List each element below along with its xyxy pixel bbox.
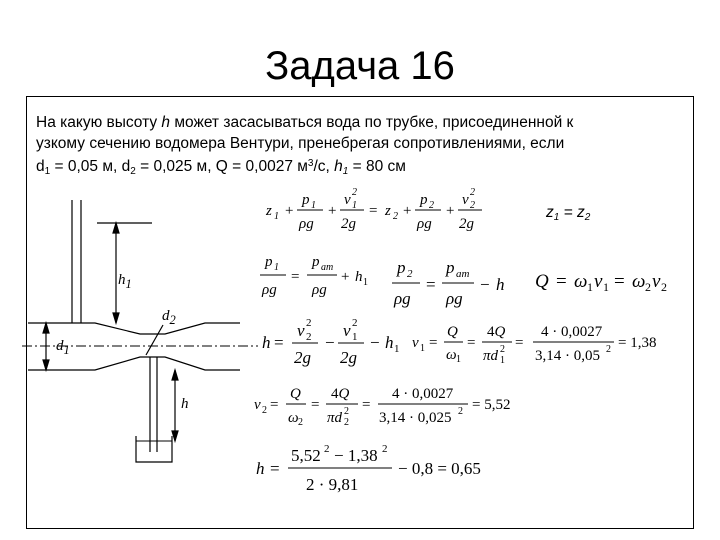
svg-text:2: 2 <box>458 406 463 417</box>
svg-text:v: v <box>344 192 351 208</box>
v1-calculation <box>412 324 656 366</box>
svg-text:2: 2 <box>470 200 475 211</box>
svg-text:v: v <box>254 397 261 413</box>
svg-text:1: 1 <box>587 280 593 294</box>
svg-text:ρg: ρg <box>394 289 411 308</box>
d1-label: $d_1$ <box>56 338 70 357</box>
svg-text:4 · 0,0027: 4 · 0,0027 <box>541 324 603 340</box>
svg-text:Q: Q <box>535 271 549 292</box>
svg-text:p: p <box>265 254 273 270</box>
svg-text:2g: 2g <box>459 216 474 232</box>
svg-text:5,52: 5,52 <box>291 446 321 465</box>
svg-text:h: h <box>355 269 363 285</box>
h1-label: $h_1$ <box>118 272 132 291</box>
svg-text:1: 1 <box>394 343 400 355</box>
svg-text:v: v <box>594 271 603 292</box>
svg-text:2g: 2g <box>340 348 357 367</box>
svg-text:2g: 2g <box>341 216 356 232</box>
svg-text:ω: ω <box>574 271 588 292</box>
svg-text:v: v <box>297 321 305 340</box>
svg-text:ρg: ρg <box>299 216 314 232</box>
pressure-eq-1 <box>260 254 368 298</box>
svg-text:2: 2 <box>344 406 349 417</box>
svg-text:2: 2 <box>645 280 651 294</box>
svg-text:πd: πd <box>483 348 499 364</box>
svg-text:=: = <box>311 397 320 413</box>
svg-text:2 · 9,81: 2 · 9,81 <box>306 475 359 494</box>
svg-text:1: 1 <box>274 262 279 273</box>
svg-text:ρg: ρg <box>312 282 327 298</box>
svg-text:2: 2 <box>393 211 398 222</box>
svg-text:2: 2 <box>306 331 312 343</box>
svg-text:h: h <box>385 333 394 352</box>
bernoulli-equation <box>265 187 482 232</box>
svg-text:= 1,38: = 1,38 <box>618 335 657 351</box>
svg-text:2: 2 <box>352 187 357 198</box>
h-label: h <box>181 396 189 412</box>
svg-text:= 5,52: = 5,52 <box>472 397 511 413</box>
svg-text:ρg: ρg <box>446 289 463 308</box>
svg-text:2g: 2g <box>294 348 311 367</box>
svg-text:4Q: 4Q <box>331 386 350 402</box>
svg-text:=: = <box>270 397 279 413</box>
h-result <box>256 443 481 494</box>
svg-text:=: = <box>467 335 476 351</box>
svg-text:1: 1 <box>352 200 357 211</box>
svg-text:ω: ω <box>632 271 646 292</box>
svg-text:am: am <box>321 262 334 273</box>
svg-text:2: 2 <box>352 317 358 329</box>
svg-text:+: + <box>285 203 294 219</box>
svg-text:−: − <box>325 333 335 352</box>
svg-text:1: 1 <box>311 200 316 211</box>
svg-text:z: z <box>266 203 272 219</box>
svg-text:=: = <box>556 271 567 292</box>
svg-text:2: 2 <box>324 443 330 455</box>
svg-text:+: + <box>328 203 337 219</box>
z-relation: $z_1 = z_2$ <box>546 204 591 223</box>
svg-text:1: 1 <box>456 354 461 365</box>
svg-text:Q: Q <box>447 324 458 340</box>
svg-text:πd: πd <box>327 410 343 426</box>
svg-text:3,14 · 0,05: 3,14 · 0,05 <box>535 348 600 364</box>
svg-text:=: = <box>429 335 438 351</box>
svg-text:4 · 0,0027: 4 · 0,0027 <box>392 386 454 402</box>
d2-label: $d_2$ <box>162 308 176 327</box>
svg-text:ω: ω <box>288 410 299 426</box>
svg-text:=: = <box>426 275 436 294</box>
svg-text:p: p <box>312 254 320 270</box>
svg-text:ρg: ρg <box>417 216 432 232</box>
svg-text:+: + <box>341 269 350 285</box>
svg-text:2: 2 <box>500 344 505 355</box>
svg-text:−: − <box>370 333 380 352</box>
svg-text:h: h <box>496 275 505 294</box>
svg-text:=: = <box>362 397 371 413</box>
h-expression <box>262 317 400 367</box>
svg-text:h: h <box>256 459 265 478</box>
svg-text:2: 2 <box>298 417 303 428</box>
svg-text:2: 2 <box>407 268 413 280</box>
svg-text:2: 2 <box>470 187 475 198</box>
svg-text:=: = <box>291 269 300 285</box>
svg-text:2: 2 <box>606 344 611 355</box>
svg-text:v: v <box>652 271 661 292</box>
svg-text:4Q: 4Q <box>487 324 506 340</box>
svg-text:ρg: ρg <box>262 282 277 298</box>
svg-text:− 0,8 = 0,65: − 0,8 = 0,65 <box>398 459 481 478</box>
svg-text:p: p <box>397 258 406 277</box>
svg-text:1: 1 <box>363 277 368 288</box>
svg-text:1: 1 <box>352 331 358 343</box>
svg-text:1: 1 <box>274 211 279 222</box>
svg-text:1: 1 <box>420 343 425 354</box>
svg-text:3,14 · 0,025: 3,14 · 0,025 <box>379 410 452 426</box>
svg-text:2: 2 <box>661 280 667 294</box>
svg-text:v: v <box>412 335 419 351</box>
svg-text:1: 1 <box>603 280 609 294</box>
svg-text:=: = <box>270 459 280 478</box>
svg-text:ω: ω <box>446 347 457 363</box>
svg-text:2: 2 <box>306 317 312 329</box>
problem-statement: На какую высоту h может засасываться вода по трубке, присоединенной к узкому сечению водомера Вентури, пренебрегая сопротивлениями, если $d_1 = 0,05$ м, $d_2 = 0,025$ м, Q = 0,0027 $м^3/с$, $h_1 = 80$ см <box>36 114 574 177</box>
svg-text:2: 2 <box>382 443 388 455</box>
svg-text:−: − <box>480 275 490 294</box>
v2-calculation <box>254 386 510 428</box>
slide-title: Задача 16 <box>265 44 455 88</box>
svg-text:1: 1 <box>500 355 505 366</box>
svg-text:Q: Q <box>290 386 301 402</box>
svg-text:2: 2 <box>262 405 267 416</box>
svg-text:p: p <box>302 192 310 208</box>
svg-text:=: = <box>369 203 378 219</box>
svg-text:am: am <box>456 268 470 280</box>
svg-text:+: + <box>446 203 455 219</box>
svg-text:=: = <box>515 335 524 351</box>
svg-text:2: 2 <box>344 417 349 428</box>
pressure-eq-2 <box>392 258 505 308</box>
svg-text:=: = <box>614 271 625 292</box>
svg-text:=: = <box>274 333 284 352</box>
svg-text:2: 2 <box>429 200 434 211</box>
svg-text:h: h <box>262 333 271 352</box>
svg-text:v: v <box>462 192 469 208</box>
svg-text:p: p <box>446 258 455 277</box>
svg-text:z: z <box>385 203 391 219</box>
svg-text:v: v <box>343 321 351 340</box>
svg-text:− 1,38: − 1,38 <box>334 446 378 465</box>
svg-text:+: + <box>403 203 412 219</box>
svg-text:p: p <box>420 192 428 208</box>
continuity-eq <box>535 271 667 294</box>
